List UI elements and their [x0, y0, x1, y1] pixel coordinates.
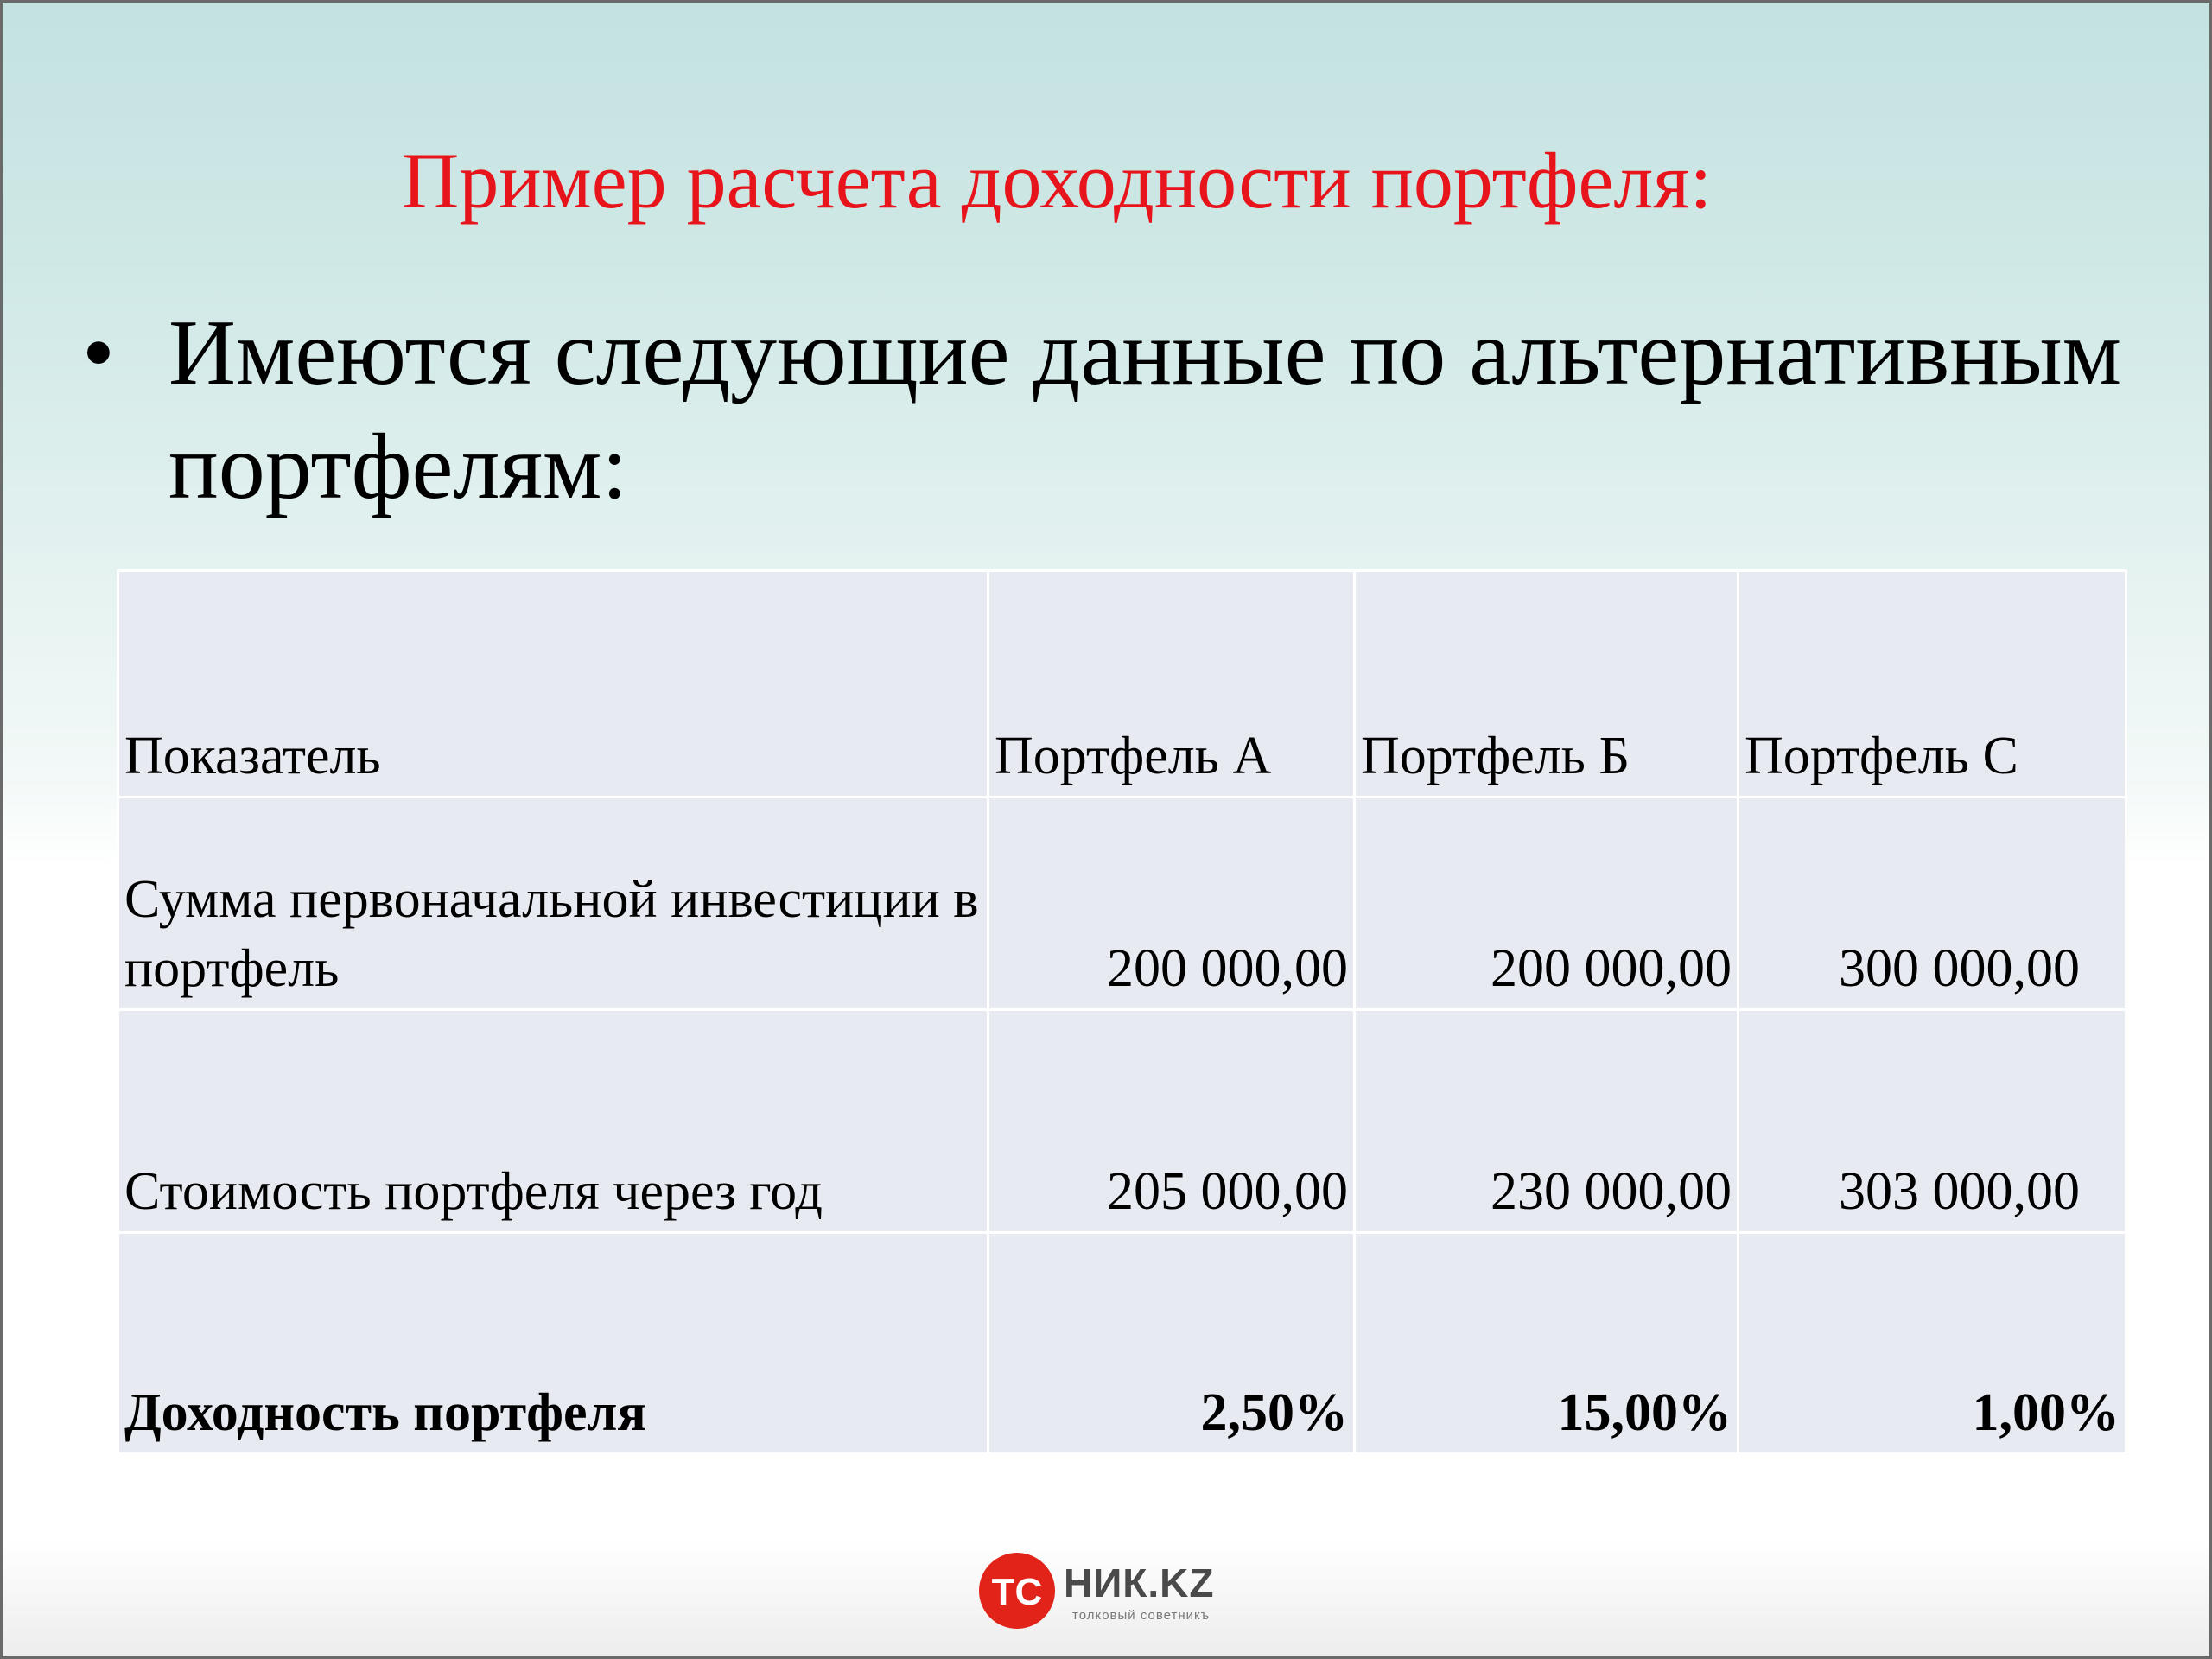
- table-row: [118, 1010, 2126, 1233]
- value-cell: 303 000,00: [1738, 1010, 2126, 1233]
- row-label-initial-investment: Сумма первоначальной инвестиции в портфель: [118, 798, 988, 1010]
- row-label-portfolio-return: Доходность портфеля: [118, 1233, 988, 1454]
- return-cell: 1,00%: [1738, 1233, 2126, 1454]
- tonik-logo: [977, 1542, 1254, 1637]
- slide-title: Пример расчета доходности портфеля:: [401, 137, 1713, 225]
- svg-text:ТС: ТС: [991, 1571, 1043, 1613]
- header-cell-indicator: Показатель: [118, 571, 988, 798]
- bullet-icon: •: [82, 302, 115, 404]
- table-row: [118, 798, 2126, 1010]
- value-cell: 300 000,00: [1738, 798, 2126, 1010]
- logo-tagline: толковый советникъ: [1072, 1608, 1210, 1623]
- value-cell: 205 000,00: [988, 1010, 1355, 1233]
- return-cell: 2,50%: [988, 1233, 1355, 1454]
- logo-mark-icon: [977, 1551, 1057, 1630]
- logo-text: НИК.KZ: [1064, 1560, 1215, 1605]
- portfolio-table: [117, 569, 2127, 1455]
- header-cell-portfolio-b: Портфель Б: [1355, 571, 1738, 798]
- value-cell: 200 000,00: [988, 798, 1355, 1010]
- value-cell: 230 000,00: [1355, 1010, 1738, 1233]
- header-cell-portfolio-c: Портфель С: [1738, 571, 2126, 798]
- bullet-text: Имеются следующие данные по альтернативным портфелям:: [168, 302, 2121, 518]
- row-label-value-after-year: Стоимость портфеля через год: [118, 1010, 988, 1233]
- table-row: [118, 1233, 2126, 1454]
- header-cell-portfolio-a: Портфель А: [988, 571, 1355, 798]
- return-cell: 15,00%: [1355, 1233, 1738, 1454]
- value-cell: 200 000,00: [1355, 798, 1738, 1010]
- table-header-row: [118, 571, 2126, 798]
